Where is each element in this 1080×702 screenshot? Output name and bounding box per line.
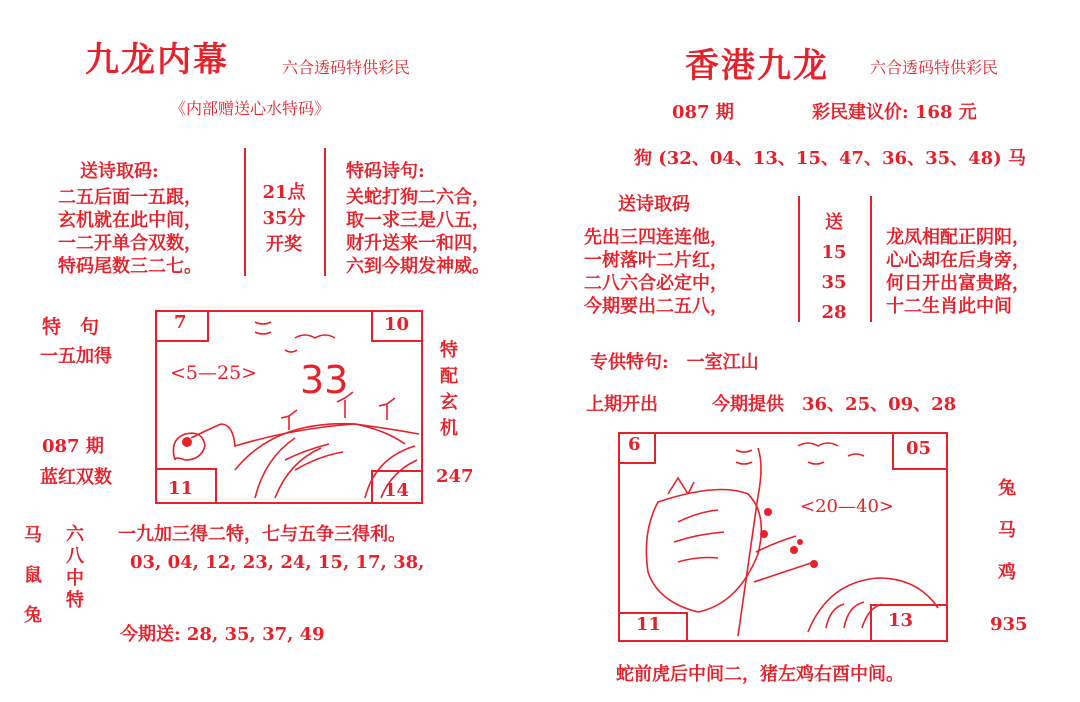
send-num: 15 [821,242,847,263]
dog-horse-line: 狗 (32、04、13、15、47、36、35、48) 马 [634,148,1026,169]
poem-line: 今期要出二五八， [584,296,728,317]
left-tagline: 六合透码特供彩民 [282,58,411,77]
vertical-char: 特 [66,590,84,611]
left-corner-br-num: 14 [384,480,410,501]
right-animals [998,468,1016,594]
vertical-char: 玄 [440,392,458,413]
right-footer: 蛇前虎后中间二，猪左鸡右酉中间。 [616,664,904,685]
poem-line: 玄机就在此中间， [58,210,202,231]
left-animals [24,516,42,636]
animal: 兔 [24,605,42,626]
poem-line: 二八六合必定中， [584,273,728,294]
right-provide: 今期提供 36、25、09、28 [712,394,957,415]
vertical-char: 八 [66,546,84,567]
left-title: 九龙内幕 [85,40,229,80]
te-ju-label: 特 句 [42,316,100,338]
vertical-char: 六 [66,524,84,545]
left-poem-heading: 送诗取码: [80,161,159,182]
poem-line: 一树落叶二片红， [584,250,728,271]
left-range: <5—25> [170,362,258,384]
poem-line: 十二生肖此中间 [886,296,1012,317]
right-issue: 087 期 [672,102,734,123]
special-line: 六到今期发神威。 [346,256,490,277]
right-range: <20—40> [800,496,894,517]
left-subtitle: 《内部赠送心水特码》 [170,99,331,118]
draw-time-label: 开奖 [266,234,302,255]
vertical-char: 特 [440,340,458,361]
right-title: 香港九龙 [685,46,829,86]
right-special: 专供特句: 一室江山 [590,352,759,373]
left-issue: 087 期 [42,436,104,457]
poem-line: 一二开单合双数， [58,233,202,254]
draw-time-min: 35分 [262,208,306,229]
right-price: 彩民建议价: 168 元 [812,102,977,123]
animal: 兔 [998,478,1016,499]
left-side-vertical [440,338,458,442]
right-poem [584,226,728,318]
left-rule: 一九加三得二特，七与五争三得利。 [118,524,406,545]
te-ju-text: 一五加得 [40,346,112,367]
right-corner-tl-num: 6 [628,434,641,455]
left-poem [58,186,202,278]
last-issue-label: 上期开出 [586,394,658,415]
draw-time-hour: 21点 [262,182,306,203]
right-sketch-drawing [618,432,944,638]
animal: 马 [24,525,42,546]
right-corner-tr-num: 05 [906,438,932,459]
left-pic-number: 33 [300,358,349,402]
poem-line: 何日开出富贵路， [886,273,1030,294]
poem-line: 特码尾数三二七。 [58,256,202,277]
right-tagline: 六合透码特供彩民 [870,58,999,77]
animal: 鸡 [998,562,1016,583]
animal: 马 [998,520,1016,541]
left-sketch-drawing [155,310,419,500]
vertical-char: 中 [66,568,84,589]
left-special-poem [346,186,490,278]
animal: 鼠 [24,565,42,586]
send-char: 送 [825,212,843,233]
send-num: 28 [821,302,847,322]
left-numbers: 03, 04, 12, 23, 24, 15, 17, 38, [130,552,425,573]
color-hint: 蓝红双数 [40,467,112,488]
send-column [816,208,852,322]
left-side-number: 247 [436,466,474,487]
poem-line: 二五后面一五跟， [58,187,202,208]
left-corner-tl-num: 7 [174,312,187,333]
vertical-char: 配 [440,366,458,387]
right-side-number: 935 [990,614,1028,635]
poem-line: 先出三四连连他， [584,227,728,248]
today-send: 今期送: 28, 35, 37, 49 [120,624,325,645]
left-special-heading: 特码诗句: [346,161,425,182]
liu-ba-vertical [66,524,84,612]
left-corner-bl-num: 11 [168,478,194,499]
right-corner-br-num: 13 [888,610,914,631]
poem-line: 龙凤相配正阴阳， [886,227,1030,248]
special-line: 取一求三是八五， [346,210,490,231]
special-line: 财升送来一和四， [346,233,490,254]
left-corner-tr-num: 10 [384,314,410,335]
draw-time [254,180,314,258]
right-corner-bl-num: 11 [636,614,662,635]
right-poem-heading: 送诗取码 [618,194,690,215]
special-line: 关蛇打狗二六合， [346,187,490,208]
poem-line: 心心却在后身旁， [886,250,1030,271]
right-poem2 [886,226,1030,318]
vertical-char: 机 [440,418,458,439]
send-num: 35 [821,272,847,293]
